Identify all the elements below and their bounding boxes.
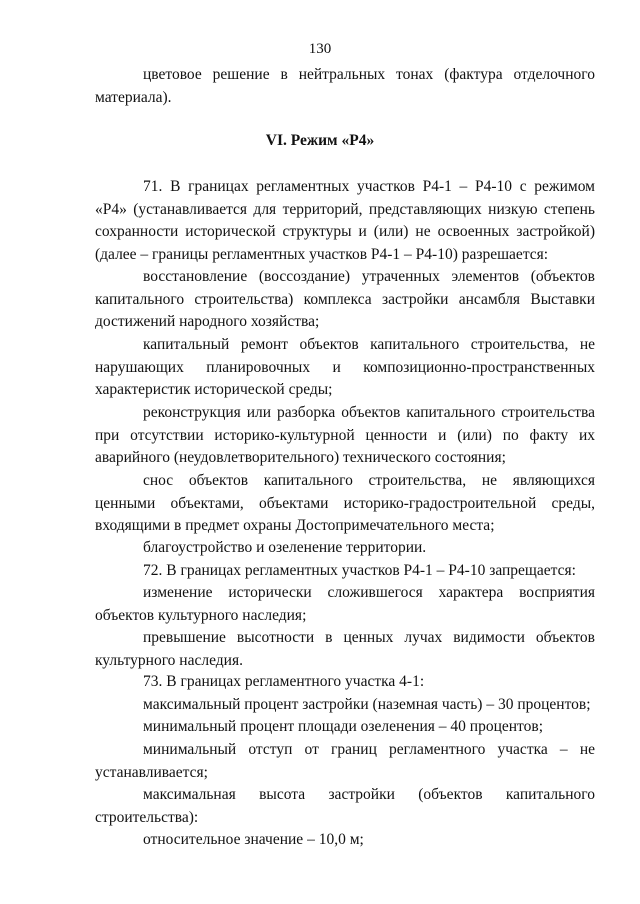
list-item-max-height: максимальная высота застройки (объектов капитального строительства): bbox=[95, 786, 595, 826]
list-item-perception-change: изменение исторически сложившегося характера восприятия объектов культурного наследия; bbox=[95, 584, 595, 624]
paragraph-72: 72. В границах регламентных участков Р4-1 – Р4-10 запрещается: bbox=[143, 562, 576, 579]
list-item-min-greenery: минимальный процент площади озеленения – 40 процентов; bbox=[143, 718, 544, 735]
list-item-min-setback: минимальный отступ от границ регламентного участка – не устанавливается; bbox=[95, 741, 595, 781]
section-heading: VI. Режим «Р4» bbox=[265, 132, 375, 149]
list-item-capital-repair: капитальный ремонт объектов капитального строительства, не нарушающих планировочных и композиционно-пространственных характеристик исторической среды; bbox=[95, 336, 595, 398]
list-item-relative-value: относительное значение – 10,0 м; bbox=[143, 831, 364, 848]
list-item-landscaping: благоустройство и озеленение территории. bbox=[143, 539, 427, 556]
list-item-demolition: снос объектов капитального строительства, не являющихся ценными объектами, объектами историко-градостроительной среды, входящими в предмет охраны Достопримечательного места; bbox=[95, 472, 595, 534]
list-item-reconstruction: реконструкция или разборка объектов капитального строительства при отсутствии историко-культурной ценности и (или) по факту их аварийного (неудовлетворительного) технического состояния; bbox=[95, 404, 595, 466]
paragraph-71: 71. В границах регламентных участков Р4-1 – Р4-10 с режимом «Р4» (устанавливается для территорий, представляющих низкую степень сохранности исторической структуры и (или) не освоенных застройкой) (далее – границы регламентных участков Р4-1 – Р4-10) разрешается: bbox=[95, 178, 595, 263]
paragraph-continuation: цветовое решение в нейтральных тонах (фактура отделочного материала). bbox=[95, 66, 595, 106]
paragraph-73: 73. В границах регламентного участка 4-1: bbox=[143, 673, 425, 690]
page-number: 130 bbox=[308, 41, 332, 57]
list-item-restoration: восстановление (воссоздание) утраченных элементов (объектов капитального строительства) комплекса застройки ансамбля Выставки достижений народного хозяйства; bbox=[95, 268, 595, 330]
list-item-max-coverage: максимальный процент застройки (наземная часть) – 30 процентов; bbox=[143, 696, 591, 713]
list-item-height-excess: превышение высотности в ценных лучах видимости объектов культурного наследия. bbox=[95, 629, 595, 669]
